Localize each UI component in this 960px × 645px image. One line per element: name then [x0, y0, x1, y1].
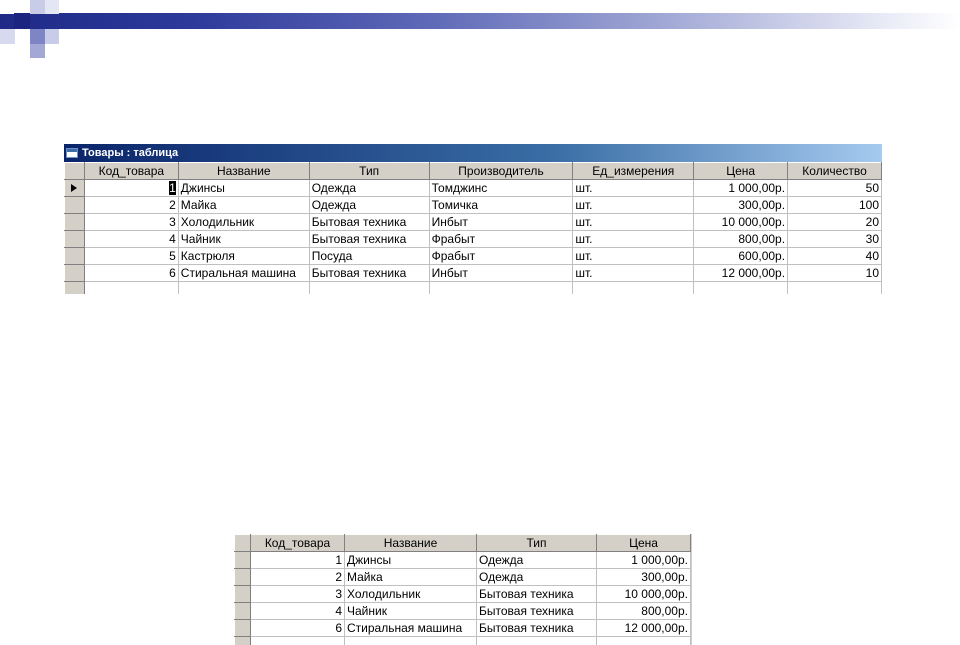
cell-name[interactable]: Чайник — [178, 231, 309, 248]
cell-id[interactable]: 6 — [84, 265, 178, 282]
cell-id[interactable]: 5 — [84, 248, 178, 265]
cell-empty — [694, 282, 788, 295]
cell-type[interactable]: Бытовая техника — [477, 603, 597, 620]
column-header-unit[interactable]: Ед_измерения — [573, 163, 694, 180]
cell-type[interactable]: Одежда — [309, 197, 429, 214]
cell-empty — [597, 637, 691, 645]
row-selector[interactable] — [65, 180, 85, 197]
column-header-id[interactable]: Код_товара — [251, 535, 345, 552]
row-selector[interactable] — [235, 603, 251, 620]
row-selector[interactable] — [65, 197, 85, 214]
cell-qty[interactable]: 50 — [788, 180, 882, 197]
column-header-maker[interactable]: Производитель — [429, 163, 573, 180]
column-header-name[interactable]: Название — [345, 535, 477, 552]
cell-empty — [345, 637, 477, 645]
table-row[interactable] — [235, 603, 691, 620]
cell-empty — [573, 282, 694, 295]
cell-id[interactable]: 1 — [84, 180, 178, 197]
cell-price[interactable]: 300,00р. — [597, 569, 691, 586]
cell-maker[interactable]: Томджинс — [429, 180, 573, 197]
row-selector[interactable] — [235, 586, 251, 603]
cell-unit[interactable]: шт. — [573, 197, 694, 214]
cell-name[interactable]: Майка — [178, 197, 309, 214]
table-row-partial — [65, 282, 882, 295]
cell-price[interactable]: 300,00р. — [694, 197, 788, 214]
table-row[interactable] — [65, 231, 882, 248]
cell-name[interactable]: Холодильник — [178, 214, 309, 231]
row-selector[interactable] — [65, 282, 85, 295]
cell-name[interactable]: Майка — [345, 569, 477, 586]
cell-type[interactable]: Посуда — [309, 248, 429, 265]
cell-id[interactable]: 2 — [84, 197, 178, 214]
cell-unit[interactable]: шт. — [573, 180, 694, 197]
select-all-corner[interactable] — [235, 535, 251, 552]
table-row[interactable] — [65, 180, 882, 197]
table-icon — [66, 148, 78, 158]
cell-price[interactable]: 12 000,00р. — [597, 620, 691, 637]
row-selector[interactable] — [235, 552, 251, 569]
cell-id[interactable]: 2 — [251, 569, 345, 586]
cell-unit[interactable]: шт. — [573, 214, 694, 231]
cell-qty[interactable]: 40 — [788, 248, 882, 265]
cell-type[interactable]: Бытовая техника — [477, 586, 597, 603]
cell-name[interactable]: Стиральная машина — [178, 265, 309, 282]
cell-maker[interactable]: Фрабыт — [429, 231, 573, 248]
column-header-qty[interactable]: Количество — [788, 163, 882, 180]
cell-price[interactable]: 1 000,00р. — [694, 180, 788, 197]
decor-square — [45, 29, 59, 44]
cell-empty — [788, 282, 882, 295]
cell-empty — [251, 637, 345, 645]
cell-empty — [309, 282, 429, 295]
cell-maker[interactable]: Инбыт — [429, 214, 573, 231]
column-header-type[interactable]: Тип — [477, 535, 597, 552]
cell-qty[interactable]: 100 — [788, 197, 882, 214]
cell-price[interactable]: 1 000,00р. — [597, 552, 691, 569]
row-selector[interactable] — [65, 265, 85, 282]
cell-type[interactable]: Бытовая техника — [477, 620, 597, 637]
cell-qty[interactable]: 10 — [788, 265, 882, 282]
cell-name[interactable]: Чайник — [345, 603, 477, 620]
cell-id[interactable]: 6 — [251, 620, 345, 637]
row-selector[interactable] — [65, 231, 85, 248]
table-header-row — [235, 535, 691, 552]
select-all-corner[interactable] — [65, 163, 85, 180]
decor-square — [30, 44, 45, 58]
cell-empty — [477, 637, 597, 645]
cell-qty[interactable]: 20 — [788, 214, 882, 231]
cell-price[interactable]: 800,00р. — [597, 603, 691, 620]
table-window — [64, 144, 882, 294]
column-header-price[interactable]: Цена — [694, 163, 788, 180]
cell-type[interactable]: Бытовая техника — [309, 265, 429, 282]
row-selector[interactable] — [65, 248, 85, 265]
cell-name[interactable]: Кастрюля — [178, 248, 309, 265]
products-table — [64, 162, 882, 294]
decor-square — [30, 29, 45, 44]
table-header-row — [65, 163, 882, 180]
cell-type[interactable]: Бытовая техника — [309, 231, 429, 248]
cell-maker[interactable]: Фрабыт — [429, 248, 573, 265]
cell-price[interactable]: 800,00р. — [694, 231, 788, 248]
cell-unit[interactable]: шт. — [573, 248, 694, 265]
cell-id[interactable]: 4 — [251, 603, 345, 620]
window-title-bar[interactable] — [64, 144, 882, 162]
column-header-price[interactable]: Цена — [597, 535, 691, 552]
cell-price[interactable]: 10 000,00р. — [597, 586, 691, 603]
cell-type[interactable]: Одежда — [477, 569, 597, 586]
table-row[interactable] — [235, 586, 691, 603]
table-row[interactable] — [65, 265, 882, 282]
cell-type[interactable]: Бытовая техника — [309, 214, 429, 231]
cell-unit[interactable]: шт. — [573, 231, 694, 248]
cell-unit[interactable]: шт. — [573, 265, 694, 282]
row-selector[interactable] — [235, 569, 251, 586]
cell-type[interactable]: Одежда — [309, 180, 429, 197]
cell-name[interactable]: Стиральная машина — [345, 620, 477, 637]
cell-id[interactable]: 3 — [84, 214, 178, 231]
cell-maker[interactable]: Томичка — [429, 197, 573, 214]
table-row[interactable] — [235, 620, 691, 637]
cell-empty — [429, 282, 573, 295]
cell-empty — [178, 282, 309, 295]
row-selector[interactable] — [235, 620, 251, 637]
cell-name[interactable]: Джинсы — [178, 180, 309, 197]
cell-price[interactable]: 600,00р. — [694, 248, 788, 265]
decor-square — [14, 13, 30, 29]
cell-id[interactable]: 4 — [84, 231, 178, 248]
table-row[interactable] — [65, 197, 882, 214]
cell-name[interactable]: Холодильник — [345, 586, 477, 603]
window-title: Товары : таблица — [82, 147, 179, 159]
cell-maker[interactable]: Инбыт — [429, 265, 573, 282]
cell-name[interactable]: Джинсы — [345, 552, 477, 569]
decor-square — [0, 29, 15, 44]
column-header-id[interactable]: Код_товара — [84, 163, 178, 180]
decor-square — [45, 0, 59, 14]
cell-price[interactable]: 12 000,00р. — [694, 265, 788, 282]
cell-type[interactable]: Одежда — [477, 552, 597, 569]
table-row[interactable] — [235, 552, 691, 569]
subset-table — [234, 534, 691, 645]
cell-qty[interactable]: 30 — [788, 231, 882, 248]
row-selector[interactable] — [235, 637, 251, 645]
decor-square — [30, 0, 45, 14]
current-record-icon — [71, 184, 77, 192]
table-row-partial — [235, 637, 691, 645]
table-row[interactable] — [65, 214, 882, 231]
subset-table-window — [234, 534, 692, 645]
column-header-type[interactable]: Тип — [309, 163, 429, 180]
column-header-name[interactable]: Название — [178, 163, 309, 180]
table-row[interactable] — [65, 248, 882, 265]
cell-id[interactable]: 3 — [251, 586, 345, 603]
table-row[interactable] — [235, 569, 691, 586]
slide-header-bar — [0, 13, 960, 29]
cell-price[interactable]: 10 000,00р. — [694, 214, 788, 231]
row-selector[interactable] — [65, 214, 85, 231]
cell-id[interactable]: 1 — [251, 552, 345, 569]
cell-empty — [84, 282, 178, 295]
decor-square — [0, 0, 14, 14]
